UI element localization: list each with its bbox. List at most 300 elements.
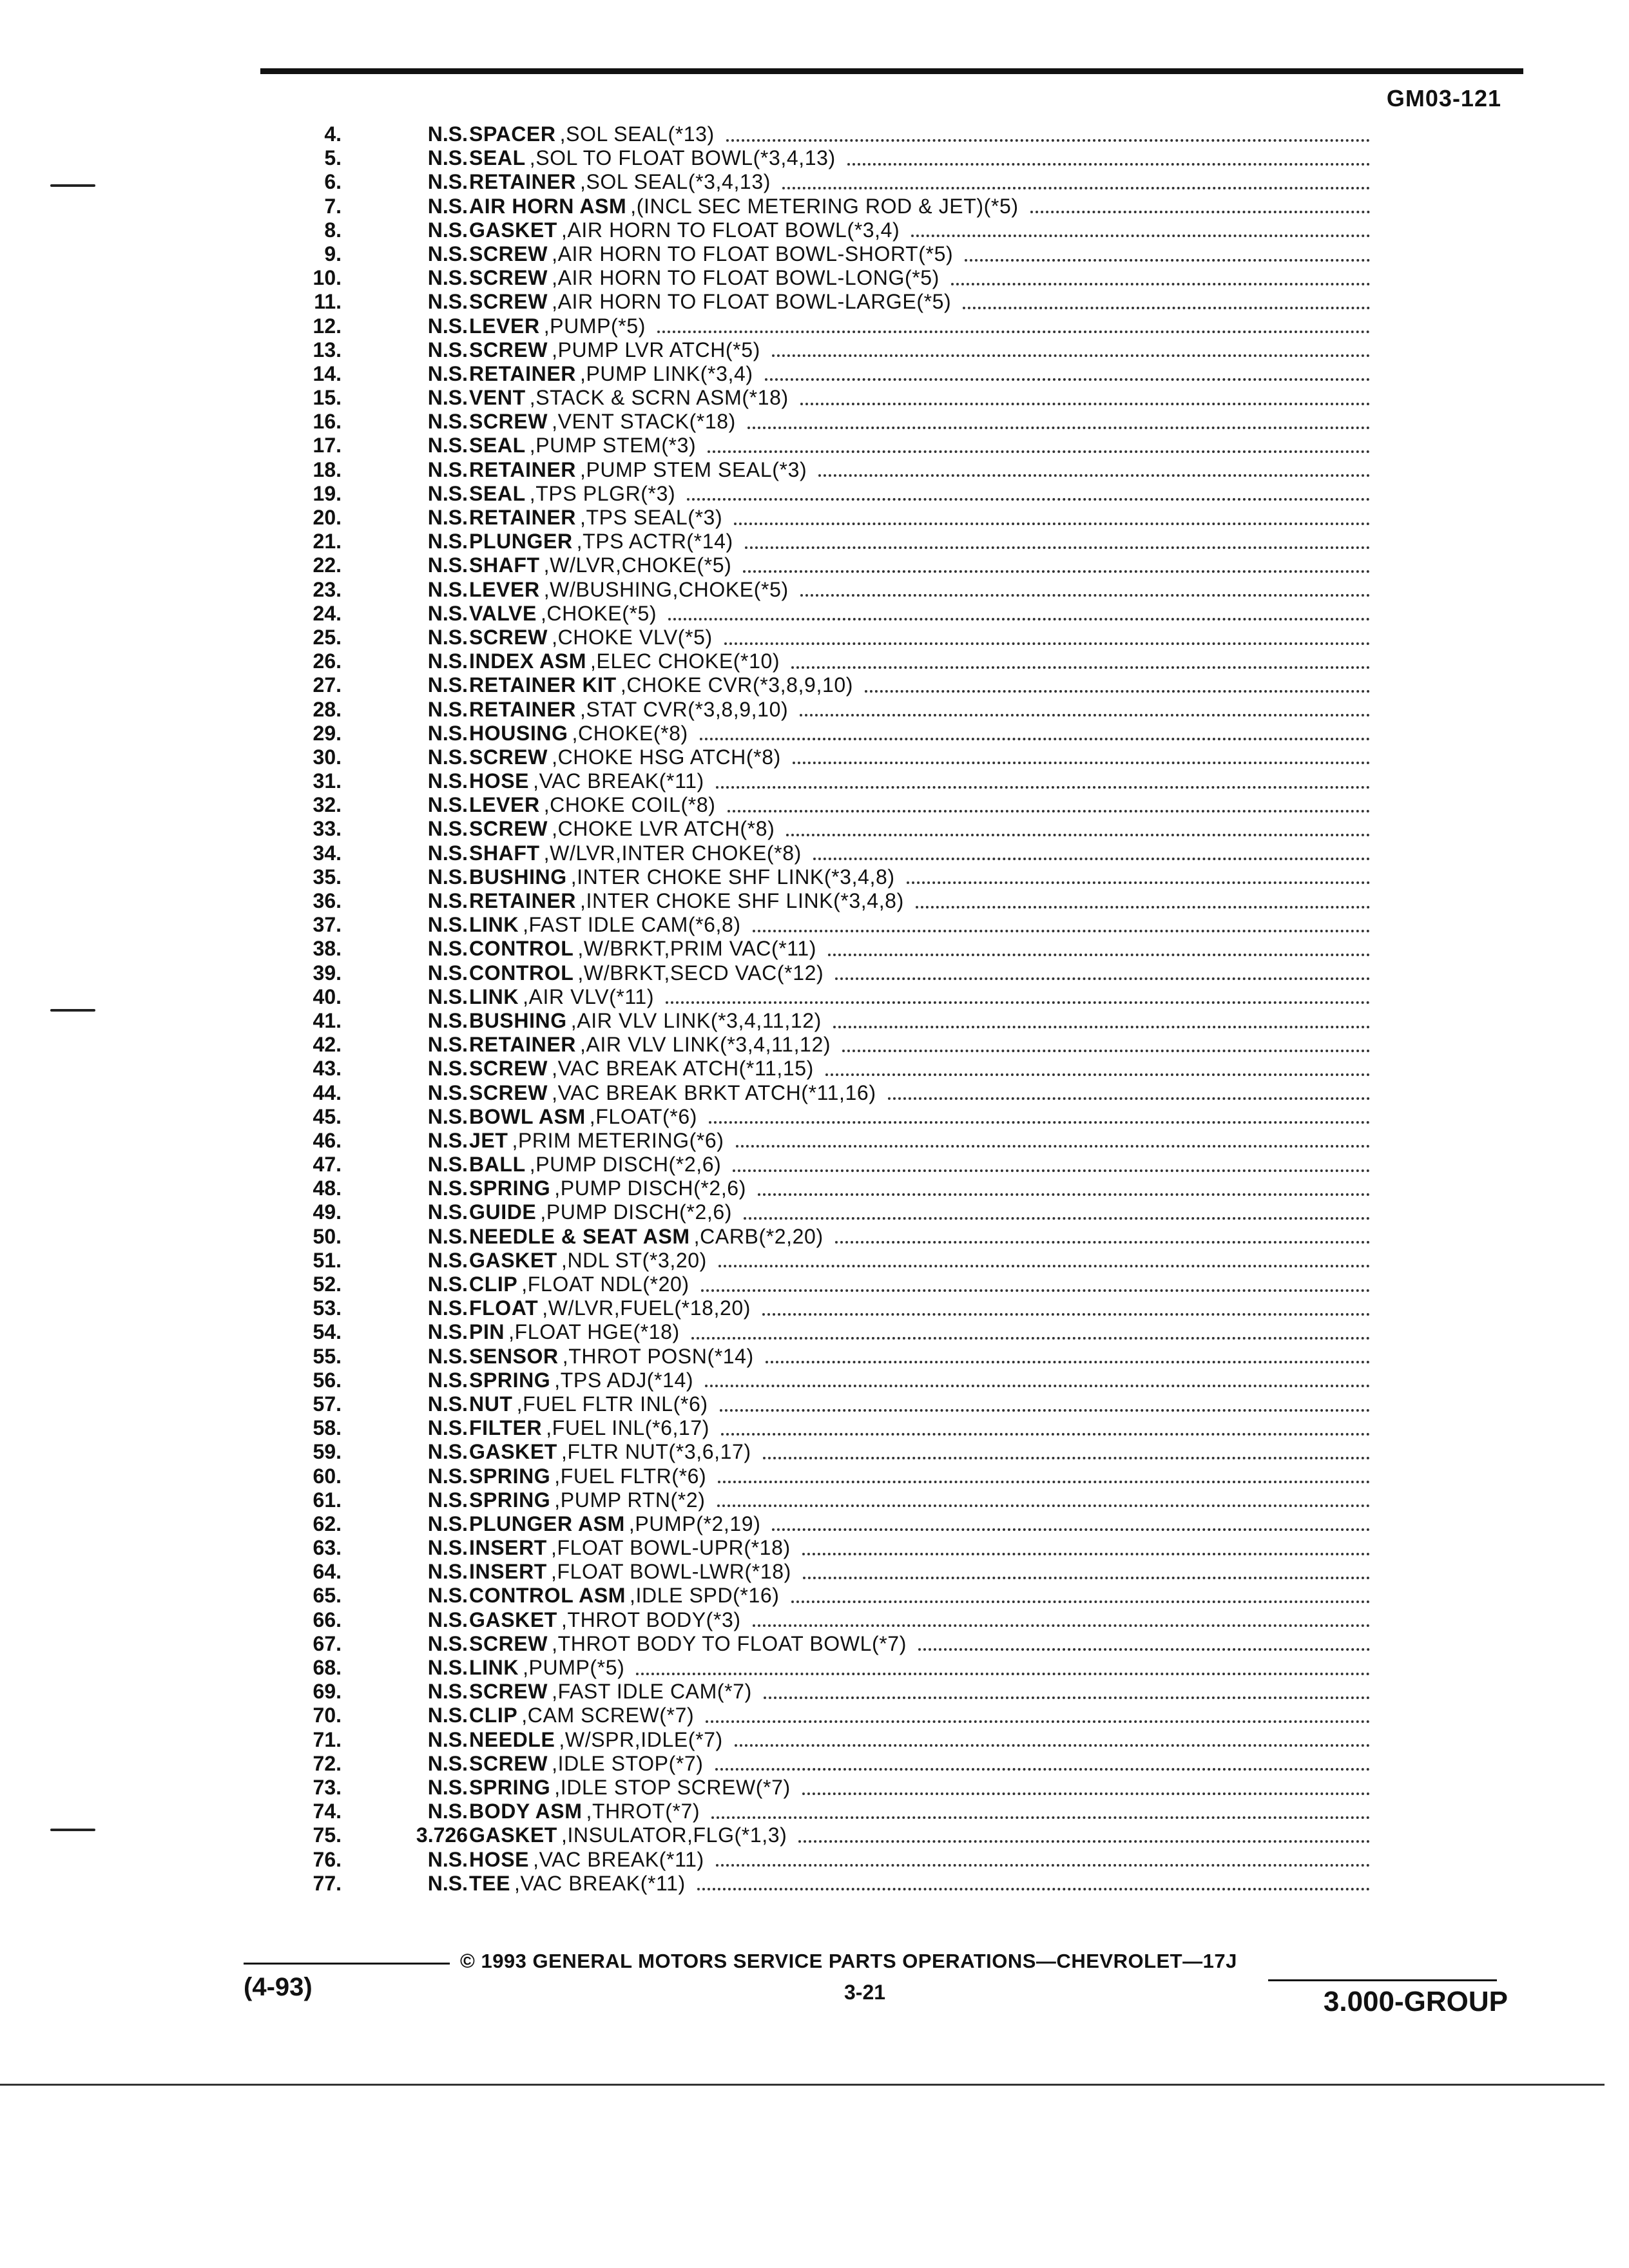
part-row [0, 1800, 1629, 1823]
part-spec: ,FUEL FLTR(*6) [554, 1464, 707, 1488]
part-number: N.S. [427, 1081, 468, 1104]
part-spec: ,AIR VLV LINK(*3,4,11,12) [570, 1008, 822, 1032]
part-number: N.S. [427, 937, 468, 961]
part-noun: BALL [469, 1153, 526, 1177]
part-noun: BODY ASM [469, 1800, 583, 1823]
part-noun: GASKET [469, 1248, 557, 1272]
part-row [0, 553, 1629, 577]
part-description [469, 1632, 1370, 1656]
part-number: N.S. [427, 817, 468, 841]
part-spec: ,PUMP DISCH(*2,6) [554, 1177, 746, 1200]
dot-leader [802, 1550, 1370, 1555]
part-spec: ,THROT BODY TO FLOAT BOWL(*7) [552, 1631, 907, 1655]
part-number: N.S. [427, 745, 468, 769]
item-number: 24. [313, 601, 342, 625]
part-description [469, 266, 1370, 290]
item-number: 21. [313, 530, 342, 553]
part-number: 3.726 [416, 1823, 468, 1847]
dot-leader [733, 1167, 1370, 1172]
item-number: 12. [313, 314, 342, 338]
item-number: 57. [313, 1392, 342, 1416]
part-description [469, 769, 1370, 793]
part-description [469, 1872, 1370, 1896]
part-noun: NUT [469, 1392, 513, 1416]
part-spec: ,CHOKE LVR ATCH(*8) [552, 817, 775, 841]
dot-leader [802, 1790, 1370, 1795]
part-spec: ,PRIM METERING(*6) [512, 1128, 724, 1152]
part-spec: ,PUMP(*5) [543, 314, 646, 338]
parts-list [0, 122, 1629, 1896]
part-row [0, 1752, 1629, 1776]
part-noun: RETAINER [469, 457, 576, 481]
part-spec: ,W/LVR,CHOKE(*5) [543, 553, 732, 577]
part-row [0, 1680, 1629, 1704]
part-noun: LINK [469, 913, 519, 937]
part-row [0, 1033, 1629, 1057]
part-noun: CONTROL [469, 937, 574, 961]
part-row [0, 482, 1629, 506]
part-spec: ,W/SPR,IDLE(*7) [559, 1727, 723, 1751]
part-number: N.S. [427, 530, 468, 553]
part-spec: ,W/BRKT,PRIM VAC(*11) [577, 937, 816, 961]
part-number: N.S. [427, 697, 468, 721]
part-row [0, 937, 1629, 961]
part-spec: ,(INCL SEC METERING ROD & JET)(*5) [630, 194, 1019, 218]
item-number: 17. [313, 434, 342, 457]
part-row [0, 1153, 1629, 1177]
part-description [469, 578, 1370, 602]
footer-rule [1268, 1979, 1497, 1981]
part-description [469, 1225, 1370, 1249]
item-number: 66. [313, 1608, 342, 1631]
part-noun: INSERT [469, 1560, 547, 1584]
part-number: N.S. [427, 218, 468, 242]
part-spec: ,FAST IDLE CAM(*6,8) [523, 913, 741, 937]
part-description [469, 793, 1370, 817]
part-number: N.S. [427, 1248, 468, 1272]
part-description [469, 553, 1370, 577]
item-number: 56. [313, 1368, 342, 1392]
item-number: 18. [313, 457, 342, 481]
part-noun: CLIP [469, 1273, 518, 1296]
dot-leader [716, 783, 1370, 789]
dot-leader [865, 687, 1370, 693]
part-noun: SPACER [469, 122, 556, 146]
part-description [469, 1800, 1370, 1823]
part-description [469, 530, 1370, 553]
part-row [0, 1440, 1629, 1464]
part-number: N.S. [427, 1416, 468, 1440]
part-description [469, 1153, 1370, 1177]
part-description [469, 865, 1370, 889]
part-description [469, 1320, 1370, 1344]
dot-leader [745, 544, 1370, 549]
item-number: 65. [313, 1584, 342, 1608]
part-number: N.S. [427, 865, 468, 889]
part-row [0, 985, 1629, 1009]
dot-leader [691, 1334, 1370, 1340]
part-description [469, 1345, 1370, 1369]
part-number: N.S. [427, 649, 468, 673]
dot-leader [782, 184, 1370, 189]
dot-leader [847, 160, 1370, 166]
part-noun: SCREW [469, 410, 548, 434]
part-description [469, 698, 1370, 722]
footer-page-number: 3-21 [844, 1981, 886, 2004]
dot-leader [800, 400, 1370, 405]
part-spec: ,INSULATOR,FLG(*1,3) [561, 1823, 787, 1847]
part-spec: ,PUMP LINK(*3,4) [580, 361, 753, 385]
item-number: 25. [313, 625, 342, 649]
part-description [469, 195, 1370, 218]
part-row [0, 817, 1629, 841]
part-row [0, 1369, 1629, 1392]
part-description [469, 1704, 1370, 1727]
dot-leader [758, 1191, 1370, 1196]
part-description [469, 1728, 1370, 1752]
part-description [469, 506, 1370, 530]
dot-leader [724, 640, 1370, 645]
part-noun: GASKET [469, 218, 557, 242]
part-number: N.S. [427, 434, 468, 457]
part-noun: SEAL [469, 481, 526, 505]
part-spec: ,VAC BREAK ATCH(*11,15) [552, 1057, 814, 1081]
part-description [469, 314, 1370, 338]
dot-leader [1030, 208, 1370, 213]
part-row [0, 841, 1629, 865]
item-number: 9. [324, 242, 342, 265]
part-noun: LEVER [469, 577, 540, 601]
part-noun: JET [469, 1128, 508, 1152]
part-number: N.S. [427, 1512, 468, 1535]
part-number: N.S. [427, 122, 468, 146]
part-number: N.S. [427, 290, 468, 314]
part-number: N.S. [427, 601, 468, 625]
part-description [469, 745, 1370, 769]
part-spec: ,W/BUSHING,CHOKE(*5) [543, 577, 789, 601]
part-noun: CONTROL [469, 961, 574, 985]
part-row [0, 1512, 1629, 1536]
part-description [469, 1512, 1370, 1536]
part-number: N.S. [427, 1177, 468, 1200]
part-noun: SCREW [469, 745, 548, 769]
part-spec: ,INTER CHOKE SHF LINK(*3,4,8) [580, 889, 904, 912]
dot-leader [772, 1526, 1370, 1531]
page-code: GM03-121 [1386, 85, 1501, 111]
part-noun: SCREW [469, 817, 548, 841]
part-noun: FILTER [469, 1416, 543, 1440]
part-number: N.S. [427, 1560, 468, 1584]
item-number: 39. [313, 961, 342, 985]
item-number: 23. [313, 577, 342, 601]
dot-leader [709, 1119, 1370, 1124]
part-spec: ,STAT CVR(*3,8,9,10) [580, 697, 789, 721]
part-spec: ,W/LVR,FUEL(*18,20) [542, 1296, 751, 1320]
header-rule [260, 68, 1523, 74]
part-noun: CLIP [469, 1704, 518, 1727]
dot-leader [720, 1407, 1370, 1412]
part-spec: ,INTER CHOKE SHF LINK(*3,4,8) [570, 865, 895, 889]
part-row [0, 122, 1629, 146]
dot-leader [800, 711, 1370, 716]
dot-leader [888, 1095, 1370, 1100]
dot-leader [657, 328, 1370, 333]
dot-leader [833, 1023, 1370, 1028]
part-description [469, 1560, 1370, 1584]
part-noun: GASKET [469, 1440, 557, 1464]
part-noun: INSERT [469, 1536, 547, 1560]
item-number: 71. [313, 1727, 342, 1751]
part-number: N.S. [427, 769, 468, 793]
part-spec: ,VAC BREAK BRKT ATCH(*11,16) [552, 1081, 876, 1104]
part-spec: ,AIR HORN TO FLOAT BOWL-LARGE(*5) [552, 290, 952, 314]
part-noun: RETAINER [469, 889, 576, 912]
part-spec: ,TPS ADJ(*14) [554, 1368, 694, 1392]
dot-leader [965, 256, 1370, 262]
part-noun: SCREW [469, 1081, 548, 1104]
part-noun: SCREW [469, 625, 548, 649]
part-description [469, 1465, 1370, 1488]
part-description [469, 626, 1370, 649]
part-row [0, 889, 1629, 913]
part-number: N.S. [427, 889, 468, 912]
part-row [0, 745, 1629, 769]
item-number: 34. [313, 841, 342, 865]
part-spec: ,CAM SCREW(*7) [521, 1704, 695, 1727]
part-spec: ,CHOKE(*8) [572, 721, 688, 745]
part-row [0, 362, 1629, 386]
part-row [0, 1105, 1629, 1129]
part-row [0, 242, 1629, 266]
part-description [469, 1177, 1370, 1200]
part-description [469, 1273, 1370, 1296]
dot-leader [835, 1238, 1370, 1244]
part-noun: LINK [469, 1656, 519, 1679]
part-description [469, 482, 1370, 506]
part-number: N.S. [427, 1751, 468, 1775]
item-number: 52. [313, 1273, 342, 1296]
part-number: N.S. [427, 194, 468, 218]
item-number: 68. [313, 1656, 342, 1679]
part-spec: ,PUMP LVR ATCH(*5) [552, 338, 760, 361]
dot-leader [734, 520, 1370, 525]
part-number: N.S. [427, 721, 468, 745]
part-noun: BUSHING [469, 865, 567, 889]
part-row [0, 602, 1629, 626]
item-number: 75. [313, 1823, 342, 1847]
part-noun: SCREW [469, 290, 548, 314]
part-row [0, 865, 1629, 889]
part-number: N.S. [427, 1727, 468, 1751]
page-bottom-rule [0, 2084, 1605, 2086]
part-number: N.S. [427, 361, 468, 385]
item-number: 44. [313, 1081, 342, 1104]
part-row [0, 626, 1629, 649]
part-number: N.S. [427, 1584, 468, 1608]
footer-copyright: © 1993 GENERAL MOTORS SERVICE PARTS OPERATIONS—CHEVROLET—17J [460, 1950, 1237, 1972]
part-description [469, 1680, 1370, 1704]
item-number: 69. [313, 1680, 342, 1704]
item-number: 67. [313, 1631, 342, 1655]
part-spec: ,PUMP(*2,19) [628, 1512, 761, 1535]
part-number: N.S. [427, 338, 468, 361]
part-noun: AIR HORN ASM [469, 194, 627, 218]
part-spec: ,THROT(*7) [586, 1800, 700, 1823]
part-row [0, 386, 1629, 410]
part-row [0, 673, 1629, 697]
part-number: N.S. [427, 1536, 468, 1560]
part-noun: BUSHING [469, 1008, 567, 1032]
part-noun: SCREW [469, 1680, 548, 1704]
part-description [469, 673, 1370, 697]
part-noun: SCREW [469, 1057, 548, 1081]
dot-leader [726, 137, 1370, 142]
part-description [469, 386, 1370, 410]
part-number: N.S. [427, 985, 468, 1008]
part-row [0, 1704, 1629, 1727]
dot-leader [697, 1885, 1370, 1890]
part-noun: NEEDLE & SEAT ASM [469, 1224, 690, 1248]
part-description [469, 602, 1370, 626]
part-description [469, 1823, 1370, 1847]
dot-leader [747, 424, 1370, 429]
part-number: N.S. [427, 1008, 468, 1032]
part-noun: SCREW [469, 338, 548, 361]
dot-leader [736, 1142, 1370, 1148]
dot-leader [818, 472, 1370, 477]
part-number: N.S. [427, 841, 468, 865]
item-number: 37. [313, 913, 342, 937]
item-number: 41. [313, 1008, 342, 1032]
part-description [469, 985, 1370, 1009]
item-number: 11. [314, 290, 342, 314]
item-number: 72. [313, 1751, 342, 1775]
part-spec: ,SOL TO FLOAT BOWL(*3,4,13) [529, 146, 836, 170]
part-noun: PIN [469, 1320, 505, 1344]
part-row [0, 1416, 1629, 1440]
part-noun: LINK [469, 985, 519, 1008]
dot-leader [666, 999, 1370, 1004]
part-row [0, 410, 1629, 434]
item-number: 16. [313, 410, 342, 434]
part-description [469, 1009, 1370, 1033]
dot-leader [668, 615, 1370, 620]
part-number: N.S. [427, 1104, 468, 1128]
part-noun: PLUNGER [469, 530, 573, 553]
part-number: N.S. [427, 625, 468, 649]
part-row [0, 1057, 1629, 1081]
dot-leader [705, 1382, 1370, 1387]
item-number: 54. [313, 1320, 342, 1344]
part-description [469, 1105, 1370, 1129]
item-number: 63. [313, 1536, 342, 1560]
part-description [469, 1440, 1370, 1464]
part-noun: SEAL [469, 146, 526, 170]
part-row [0, 290, 1629, 314]
part-description [469, 722, 1370, 745]
part-number: N.S. [427, 1847, 468, 1871]
dot-leader [835, 975, 1370, 980]
part-spec: ,AIR HORN TO FLOAT BOWL-LONG(*5) [552, 266, 940, 290]
item-number: 46. [313, 1128, 342, 1152]
part-row [0, 1608, 1629, 1632]
part-spec: ,AIR HORN TO FLOAT BOWL-SHORT(*5) [552, 242, 954, 265]
part-row [0, 793, 1629, 817]
part-description [469, 1392, 1370, 1416]
item-number: 15. [313, 386, 342, 410]
part-number: N.S. [427, 1488, 468, 1512]
item-number: 61. [313, 1488, 342, 1512]
part-row [0, 146, 1629, 170]
part-row [0, 1465, 1629, 1488]
part-row [0, 195, 1629, 218]
part-spec: ,TPS ACTR(*14) [576, 530, 733, 553]
part-row [0, 1872, 1629, 1896]
part-row [0, 1848, 1629, 1872]
part-spec: ,IDLE SPD(*16) [630, 1584, 780, 1608]
part-description [469, 1249, 1370, 1273]
item-number: 58. [313, 1416, 342, 1440]
part-description [469, 1369, 1370, 1392]
item-number: 70. [313, 1704, 342, 1727]
part-number: N.S. [427, 314, 468, 338]
part-description [469, 458, 1370, 482]
item-number: 55. [313, 1344, 342, 1368]
dot-leader [706, 1718, 1370, 1723]
item-number: 7. [324, 194, 342, 218]
part-spec: ,FUEL INL(*6,17) [546, 1416, 710, 1440]
part-number: N.S. [427, 793, 468, 817]
item-number: 45. [313, 1104, 342, 1128]
item-number: 27. [313, 673, 342, 697]
part-description [469, 290, 1370, 314]
dot-leader [911, 232, 1370, 237]
part-spec: ,PUMP RTN(*2) [554, 1488, 706, 1512]
item-number: 20. [313, 506, 342, 529]
part-spec: ,FLOAT BOWL-LWR(*18) [550, 1560, 791, 1584]
part-row [0, 1081, 1629, 1105]
part-spec: ,TPS SEAL(*3) [580, 506, 723, 529]
part-number: N.S. [427, 553, 468, 577]
part-number: N.S. [427, 481, 468, 505]
part-row [0, 698, 1629, 722]
part-number: N.S. [427, 1392, 468, 1416]
part-noun: SCREW [469, 266, 548, 290]
part-noun: GUIDE [469, 1200, 537, 1224]
item-number: 74. [313, 1800, 342, 1823]
part-noun: TEE [469, 1871, 511, 1895]
item-number: 13. [313, 338, 342, 361]
dot-leader [963, 304, 1370, 309]
part-number: N.S. [427, 577, 468, 601]
part-noun: LEVER [469, 793, 540, 817]
part-row [0, 1225, 1629, 1249]
part-spec: ,PUMP STEM(*3) [529, 434, 697, 457]
part-spec: ,PUMP DISCH(*2,6) [540, 1200, 733, 1224]
part-noun: BOWL ASM [469, 1104, 586, 1128]
part-number: N.S. [427, 1153, 468, 1177]
dot-leader [842, 1047, 1370, 1052]
part-number: N.S. [427, 1608, 468, 1631]
part-row [0, 1728, 1629, 1752]
part-description [469, 1488, 1370, 1512]
dot-leader [907, 879, 1370, 884]
part-spec: ,IDLE STOP(*7) [552, 1751, 704, 1775]
part-noun: RETAINER [469, 1033, 576, 1057]
part-spec: ,W/BRKT,SECD VAC(*12) [577, 961, 824, 985]
item-number: 76. [313, 1847, 342, 1871]
part-description [469, 1656, 1370, 1680]
